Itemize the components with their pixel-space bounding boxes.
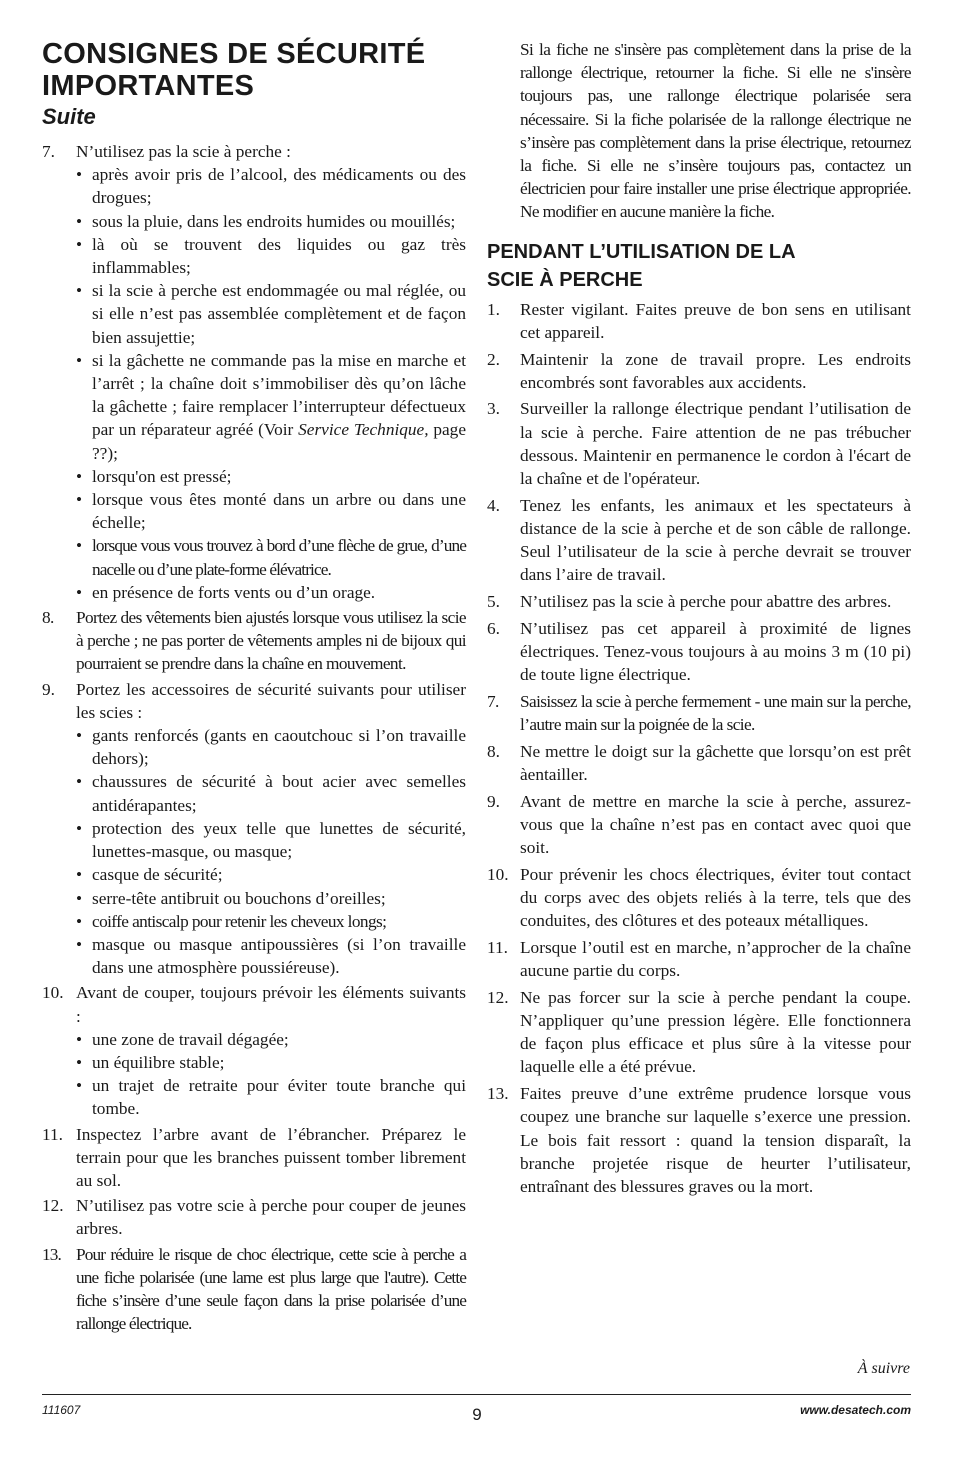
list-item-text: Maintenir la zone de travail propre. Les endroits encombrés sont favorables aux accidents.	[520, 349, 911, 392]
list-item-text: Rester vigilant. Faites preuve de bon sens en utilisant cet appareil.	[520, 299, 911, 342]
bullet-text: protection des yeux telle que lunettes de sécurité, lunettes-masque, ou masque;	[92, 818, 466, 862]
list-item-text: N’utilisez pas la scie à perche :	[76, 142, 291, 161]
bullet-text: si la scie à perche est endommagée ou mal réglée, ou si elle n’est pas assemblée complètement et de façon bien assujettie;	[92, 281, 466, 347]
bullet-dot: •	[76, 234, 83, 254]
list-item-9	[42, 678, 466, 980]
bullet-dot: •	[76, 1052, 83, 1072]
list-number: 13.	[42, 1244, 61, 1264]
bullet-item	[76, 349, 466, 465]
list-item-12	[42, 1194, 466, 1240]
bullet-dot: •	[76, 1029, 83, 1049]
bullet-dot: •	[76, 726, 83, 746]
usage-item-8	[487, 740, 911, 786]
bullet-text: serre-tête antibruit ou bouchons d’oreilles;	[92, 888, 386, 908]
bullet-item	[76, 887, 466, 910]
bullet-text: lorsque vous êtes monté dans un arbre ou dans une échelle;	[92, 490, 466, 533]
bullet-item	[76, 534, 466, 580]
bullet-dot: •	[76, 350, 83, 370]
list-number: 11.	[42, 1124, 63, 1144]
list-item-text: Ne pas forcer sur la scie à perche pendant la coupe. N’appliquer qu’une pression légère. Elle fonctionnera de façon plus efficace et plus sûre à la vitesse pour laquelle elle a été prévue.	[520, 987, 911, 1077]
bullet-text: en présence de forts vents ou d’un orage.	[92, 582, 376, 602]
list-number: 1.	[487, 299, 500, 319]
list-number: 9.	[42, 679, 55, 699]
usage-item-13	[487, 1082, 911, 1198]
bullet-item	[76, 770, 466, 816]
list-item-text: Inspectez l’arbre avant de l’ébrancher. Préparez le terrain pour que les branches puissent tomber librement au sol.	[76, 1124, 466, 1190]
bullet-text: un trajet de retraite pour éviter toute branche qui tombe.	[92, 1076, 466, 1119]
list-number: 2.	[487, 349, 500, 369]
left-column	[42, 38, 466, 1337]
bullet-item	[76, 581, 466, 604]
bullet-text: masque ou masque antipoussières (si l’on travaille dans une atmosphère poussiéreuse).	[92, 934, 466, 978]
usage-item-6	[487, 617, 911, 687]
list-item-text: Lorsque l’outil est en marche, n’approcher de la chaîne aucune partie du corps.	[520, 937, 911, 981]
list-number: 13.	[487, 1084, 509, 1104]
list-item-text: N’utilisez pas la scie à perche pour abattre des arbres.	[520, 592, 892, 612]
website-link[interactable]: www.desatech.com	[800, 1403, 911, 1417]
bullet-text: lorsque vous vous trouvez à bord d’une flèche de grue, d’une nacelle ou d’une plate-forme élévatrice.	[92, 536, 466, 579]
list-number: 12.	[42, 1196, 64, 1216]
bullet-item	[76, 1051, 466, 1074]
right-column	[487, 38, 911, 1202]
bullet-dot: •	[76, 865, 83, 885]
list-item-text: Pour réduire le risque de choc électrique, cette scie à perche a une fiche polarisée (une lame est plus large que l'autre). Cette fiche s’insère d’une seule façon dans la prise polarisée d’une rallonge électrique.	[76, 1244, 466, 1334]
list-item-7	[42, 140, 466, 604]
page-subtitle: Suite	[42, 104, 96, 129]
list-item-text: Tenez les enfants, les animaux et les spectateurs à distance de la scie à perche et de son câble de rallonge. Seul l’utilisateur de la scie à perche devrait se trouver dans l’aire de travail.	[520, 495, 911, 585]
bullet-text-part: si la gâchette ne commande pas la mise en marche et l’arrêt ; la chaîne doit s’immobiliser dès qu’on lâche la gâchette ; faire remplacer l’interrupteur défectueux par un réparateur agréé (Voir	[92, 350, 466, 440]
bullet-dot: •	[76, 490, 83, 510]
usage-item-12	[487, 986, 911, 1079]
usage-item-11	[487, 936, 911, 982]
list-number: 8.	[42, 608, 54, 628]
bullet-list	[76, 724, 466, 979]
bullet-dot: •	[76, 466, 83, 486]
safety-list	[42, 140, 466, 1335]
bullet-text: un équilibre stable;	[92, 1052, 225, 1072]
list-number: 7.	[487, 691, 499, 711]
bullet-dot: •	[76, 1076, 83, 1096]
bullet-text: sous la pluie, dans les endroits humides ou mouillés;	[92, 211, 456, 231]
list-item-text: Saisissez la scie à perche fermement - une main sur la perche, l’autre main sur la poignée de la scie.	[520, 691, 911, 735]
service-reference: Service Technique,	[298, 420, 429, 440]
bullet-dot: •	[76, 911, 82, 931]
list-item-text: Avant de mettre en marche la scie à perche, assurez-vous que la chaîne n’est pas en contact avec quoi que soit.	[520, 791, 911, 858]
bullet-text: chaussures de sécurité à bout acier avec semelles antidérapantes;	[92, 772, 466, 815]
bullet-item	[76, 488, 466, 534]
bullet-dot: •	[76, 934, 83, 954]
bullet-item	[76, 465, 466, 488]
list-item-text: Pour prévenir les chocs électriques, éviter tout contact du corps avec des objets reliés à la terre, tels que des conduites, des clôtures et des poteaux métalliques.	[520, 864, 911, 931]
list-item-8	[42, 606, 466, 676]
list-number: 10.	[42, 983, 64, 1003]
bullet-text: casque de sécurité;	[92, 865, 223, 885]
list-item-text: Portez des vêtements bien ajustés lorsque vous utilisez la scie à perche ; ne pas porter de vêtements amples ni de bijoux qui pourraient se prendre dans la chaîne en mouvement.	[76, 608, 466, 674]
bullet-item	[76, 863, 466, 886]
continued-note: À suivre	[857, 1360, 910, 1377]
section-title	[487, 238, 911, 294]
document-number: 111607	[42, 1403, 81, 1417]
bullet-item	[76, 933, 466, 979]
page-title-line1: CONSIGNES DE SÉCURITÉ	[42, 38, 426, 70]
usage-list	[487, 298, 911, 1199]
bullet-item	[76, 233, 466, 279]
bullet-text: coiffe antiscalp pour retenir les cheveux longs;	[92, 911, 387, 931]
bullet-text: après avoir pris de l’alcool, des médicaments ou des drogues;	[92, 165, 466, 208]
bullet-dot: •	[76, 165, 83, 185]
bullet-item	[76, 910, 466, 933]
list-item-text: Portez les accessoires de sécurité suivants pour utiliser les scies :	[76, 679, 466, 722]
list-item-10	[42, 981, 466, 1120]
list-number: 6.	[487, 618, 500, 638]
list-item-text: Faites preuve d’une extrême prudence lorsque vous coupez une branche sur laquelle s’exerce une pression. Le bois fait ressort : quand la tension disparaît, la branche projetée risque de heurter l’utilisateur, entraînant des blessures graves ou la mort.	[520, 1084, 911, 1196]
list-item-13	[42, 1243, 466, 1336]
usage-item-3	[487, 397, 911, 490]
section-title-line2: SCIE À PERCHE	[487, 268, 643, 291]
usage-item-9	[487, 790, 911, 860]
bullet-item	[76, 1028, 466, 1051]
list-number: 8.	[487, 741, 500, 761]
list-item-text: N’utilisez pas votre scie à perche pour couper de jeunes arbres.	[76, 1196, 466, 1239]
bullet-dot: •	[76, 818, 83, 838]
bullet-item	[76, 724, 466, 770]
list-item-text: N’utilisez pas cet appareil à proximité de lignes électriques. Tenez-vous toujours à au moins 3 m (10 pi) de toute ligne électrique.	[520, 618, 911, 685]
section-title-line1: PENDANT L’UTILISATION DE LA	[487, 240, 796, 263]
list-number: 9.	[487, 791, 500, 811]
usage-item-5	[487, 590, 911, 613]
bullet-dot: •	[76, 536, 82, 556]
list-number: 11.	[487, 937, 508, 957]
polarized-plug-continuation: Si la fiche ne s'insère pas complètement dans la prise de la rallonge électrique, retourner la fiche. Si elle ne s'insère toujours pas, une rallonge électrique polarisée sera nécessaire. Si la fiche polarisée de la rallonge électrique ne s’insère pas complètement dans la prise électrique, retournez la fiche. Si elle ne s’insère toujours pas, contactez un électricien pour faire installer une prise électrique appropriée. Ne modifier en aucune manière la fiche.	[520, 40, 911, 222]
bullet-list	[76, 163, 466, 604]
usage-item-4	[487, 494, 911, 587]
bullet-item	[76, 279, 466, 349]
bullet-item	[76, 163, 466, 209]
bullet-dot: •	[76, 281, 83, 301]
usage-item-2	[487, 348, 911, 394]
list-item-11	[42, 1123, 466, 1193]
page-number: 9	[472, 1405, 482, 1424]
list-item-text: Ne mettre le doigt sur la gâchette que lorsqu’on est prêt àentailler.	[520, 741, 911, 784]
list-number: 10.	[487, 864, 509, 884]
list-number: 12.	[487, 987, 509, 1007]
bullet-item	[76, 1074, 466, 1120]
bullet-text: gants renforcés (gants en caoutchouc si l’on travaille dehors);	[92, 726, 466, 769]
page-title	[42, 38, 466, 102]
bullet-text: une zone de travail dégagée;	[92, 1029, 289, 1049]
bullet-dot: •	[76, 888, 83, 908]
footer-divider	[42, 1394, 911, 1395]
bullet-dot: •	[76, 582, 83, 602]
bullet-item	[76, 210, 466, 233]
page-title-line2: IMPORTANTES	[42, 70, 255, 102]
bullet-text-part: page ??);	[92, 420, 466, 463]
bullet-dot: •	[76, 772, 83, 792]
list-number: 3.	[487, 399, 500, 419]
list-number: 7.	[42, 142, 55, 161]
list-item-text: Surveiller la rallonge électrique pendant l’utilisation de la scie à perche. Faire attention de ne pas trébucher dessous. Maintenir en permanence le cordon à l'écart de la chaîne et de l'opérateur.	[520, 399, 911, 489]
usage-item-10	[487, 863, 911, 933]
bullet-list	[76, 1028, 466, 1121]
list-item-text: Avant de couper, toujours prévoir les éléments suivants :	[76, 983, 466, 1026]
bullet-item	[76, 817, 466, 863]
bullet-text	[92, 351, 466, 463]
bullet-text: lorsqu'on est pressé;	[92, 466, 232, 486]
bullet-text: là où se trouvent des liquides ou gaz très inflammables;	[92, 234, 466, 278]
usage-item-7	[487, 690, 911, 736]
list-number: 4.	[487, 495, 500, 515]
bullet-dot: •	[76, 211, 83, 231]
usage-item-1	[487, 298, 911, 344]
list-number: 5.	[487, 592, 500, 612]
